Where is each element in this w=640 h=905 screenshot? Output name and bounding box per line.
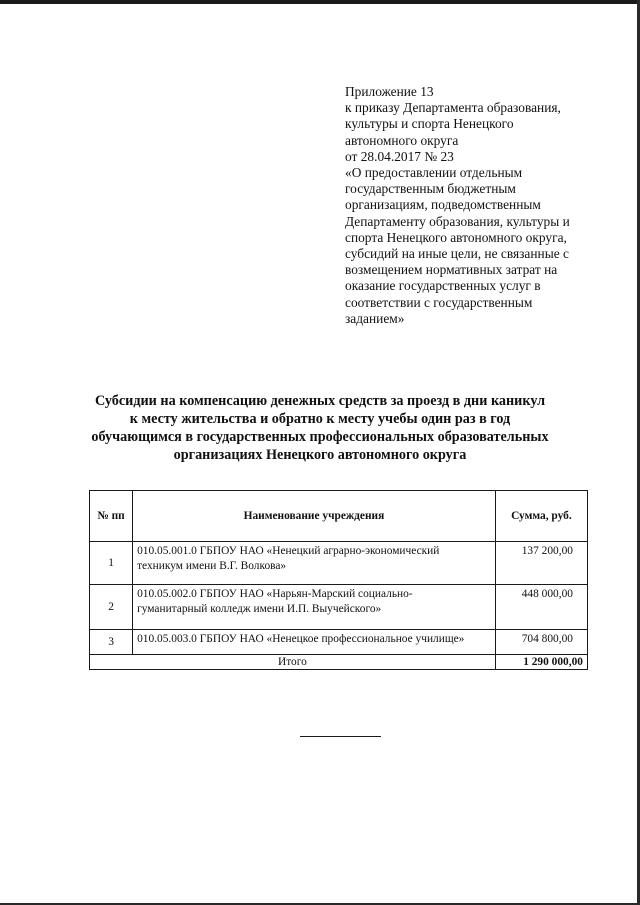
- title-line: организациях Ненецкого автономного округа: [173, 447, 467, 463]
- title-line: обучающимся в государственных профессиональных образовательных: [91, 429, 549, 445]
- appendix-line: к приказу Департамента образования,: [345, 100, 561, 116]
- table-header-row: [90, 491, 588, 542]
- row-number: 3: [90, 630, 133, 655]
- row-institution: [133, 542, 496, 585]
- total-amount: 1 290 000,00: [495, 655, 587, 670]
- table-row: [90, 630, 588, 655]
- institution-name-line: 010.05.003.0 ГБПОУ НАО «Ненецкое профессиональное училище»: [137, 633, 465, 645]
- scan-edge-top: [0, 0, 640, 4]
- row-number: 2: [90, 585, 133, 630]
- row-institution: [133, 630, 496, 655]
- appendix-line: культуры и спорта Ненецкого: [345, 116, 514, 132]
- row-amount: 137 200,00: [495, 542, 587, 585]
- row-amount: 704 800,00: [495, 630, 587, 655]
- appendix-line: Департаменту образования, культуры и: [345, 213, 570, 229]
- subsidy-table: [89, 490, 588, 670]
- institution-name-line: гуманитарный колледж имени И.П. Выучейского»: [137, 603, 382, 615]
- header-institution: Наименование учреждения: [133, 491, 496, 542]
- appendix-line: оказание государственных услуг в: [345, 278, 541, 294]
- row-institution: [133, 585, 496, 630]
- document-title: [40, 392, 600, 464]
- appendix-line: заданием»: [345, 310, 405, 326]
- appendix-line: «О предоставлении отдельным: [345, 165, 523, 181]
- institution-name-line: 010.05.002.0 ГБПОУ НАО «Нарьян-Марский социально-: [137, 588, 413, 600]
- row-number: 1: [90, 542, 133, 585]
- header-amount: Сумма, руб.: [495, 491, 587, 542]
- table-row: [90, 585, 588, 630]
- title-line: к месту жительства и обратно к месту учебы один раз в год: [129, 411, 511, 427]
- row-amount: 448 000,00: [495, 585, 587, 630]
- table-row: [90, 542, 588, 585]
- appendix-line: субсидий на иные цели, не связанные с: [345, 246, 569, 262]
- table-total-row: [90, 655, 588, 670]
- appendix-line: организациям, подведомственным: [345, 197, 541, 213]
- header-number: № пп: [90, 491, 133, 542]
- appendix-header: [345, 84, 605, 327]
- appendix-line: соответствии с государственным: [345, 294, 533, 310]
- title-line: Субсидии на компенсацию денежных средств за проезд в дни каникул: [94, 393, 546, 409]
- total-label: Итого: [90, 655, 496, 670]
- appendix-line: государственным бюджетным: [345, 181, 516, 197]
- appendix-line: Приложение 13: [345, 84, 434, 99]
- closing-separator-line: [300, 736, 381, 737]
- institution-name-line: 010.05.001.0 ГБПОУ НАО «Ненецкий аграрно-экономический: [137, 545, 440, 557]
- appendix-line: от 28.04.2017 № 23: [345, 148, 454, 164]
- appendix-line: возмещением нормативных затрат на: [345, 262, 558, 278]
- institution-name-line: техникум имени В.Г. Волкова»: [137, 560, 287, 572]
- appendix-line: автономного округа: [345, 132, 459, 148]
- appendix-line: спорта Ненецкого автономного округа,: [345, 229, 567, 245]
